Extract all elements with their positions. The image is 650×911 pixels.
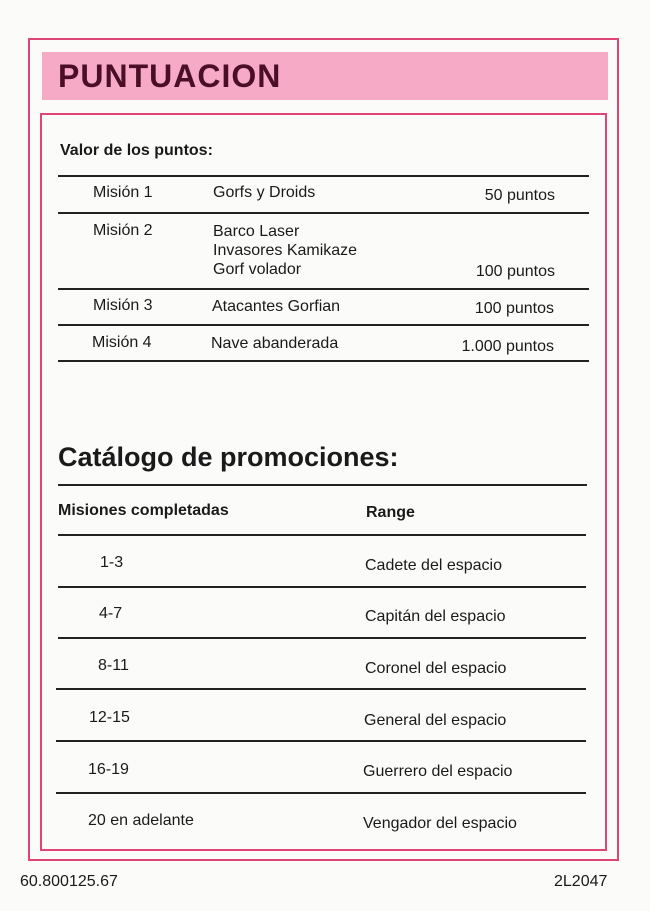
points-row-2-enemy-2: Invasores Kamikaze: [213, 242, 358, 259]
promo-row-6-missions: 20 en adelante: [88, 812, 194, 829]
promo-row-5-rank: Guerrero del espacio: [363, 763, 513, 780]
points-row-3-value: 100 puntos: [474, 300, 554, 317]
footer-code-left: 60.800125.67: [20, 873, 118, 890]
points-rule: [58, 212, 589, 214]
points-rule-top: [58, 175, 589, 177]
points-row-1-value: 50 puntos: [484, 187, 555, 204]
footer-code-right: 2L2047: [554, 873, 608, 890]
page-title: PUNTUACION: [58, 58, 282, 94]
col-header-rank: Range: [366, 504, 415, 521]
points-row-2-mission: Misión 2: [93, 222, 153, 239]
points-row-3-enemy: Atacantes Gorfian: [212, 298, 341, 315]
points-row-4-value: 1.000 puntos: [461, 338, 554, 355]
points-section-label: Valor de los puntos:: [60, 142, 213, 159]
points-row-2-enemy-3: Gorf volador: [213, 261, 302, 278]
promo-row-2-missions: 4-7: [99, 605, 123, 622]
promotions-rule: [58, 534, 586, 536]
points-row-3-mission: Misión 3: [93, 297, 153, 314]
promotions-rule: [56, 688, 586, 690]
promo-row-4-rank: General del espacio: [364, 712, 507, 729]
promo-row-6-rank: Vengador del espacio: [363, 815, 517, 832]
promo-row-1-rank: Cadete del espacio: [365, 557, 502, 574]
promo-row-3-missions: 8-11: [98, 657, 129, 674]
promotions-rule: [58, 586, 586, 588]
points-row-2-enemy-1: Barco Laser: [213, 223, 300, 240]
promo-row-5-missions: 16-19: [88, 761, 129, 778]
col-header-missions: Misiones completadas: [58, 502, 229, 519]
promo-row-1-missions: 1-3: [100, 554, 124, 571]
points-row-4-mission: Misión 4: [92, 334, 152, 351]
points-rule-bottom: [58, 360, 589, 362]
promo-row-3-rank: Coronel del espacio: [365, 660, 507, 677]
promotions-rule: [58, 637, 586, 639]
promotions-rule: [56, 740, 586, 742]
points-row-1-mission: Misión 1: [93, 184, 153, 201]
promotions-heading: Catálogo de promociones:: [58, 442, 399, 472]
points-rule: [58, 324, 589, 326]
points-rule: [58, 288, 589, 290]
promotions-rule: [56, 792, 586, 794]
promo-row-4-missions: 12-15: [89, 709, 130, 726]
promotions-rule-top: [58, 484, 587, 486]
points-row-1-enemy: Gorfs y Droids: [213, 184, 316, 201]
points-row-2-value: 100 puntos: [475, 263, 555, 280]
points-row-4-enemy: Nave abanderada: [211, 335, 339, 352]
promo-row-2-rank: Capitán del espacio: [365, 608, 506, 625]
